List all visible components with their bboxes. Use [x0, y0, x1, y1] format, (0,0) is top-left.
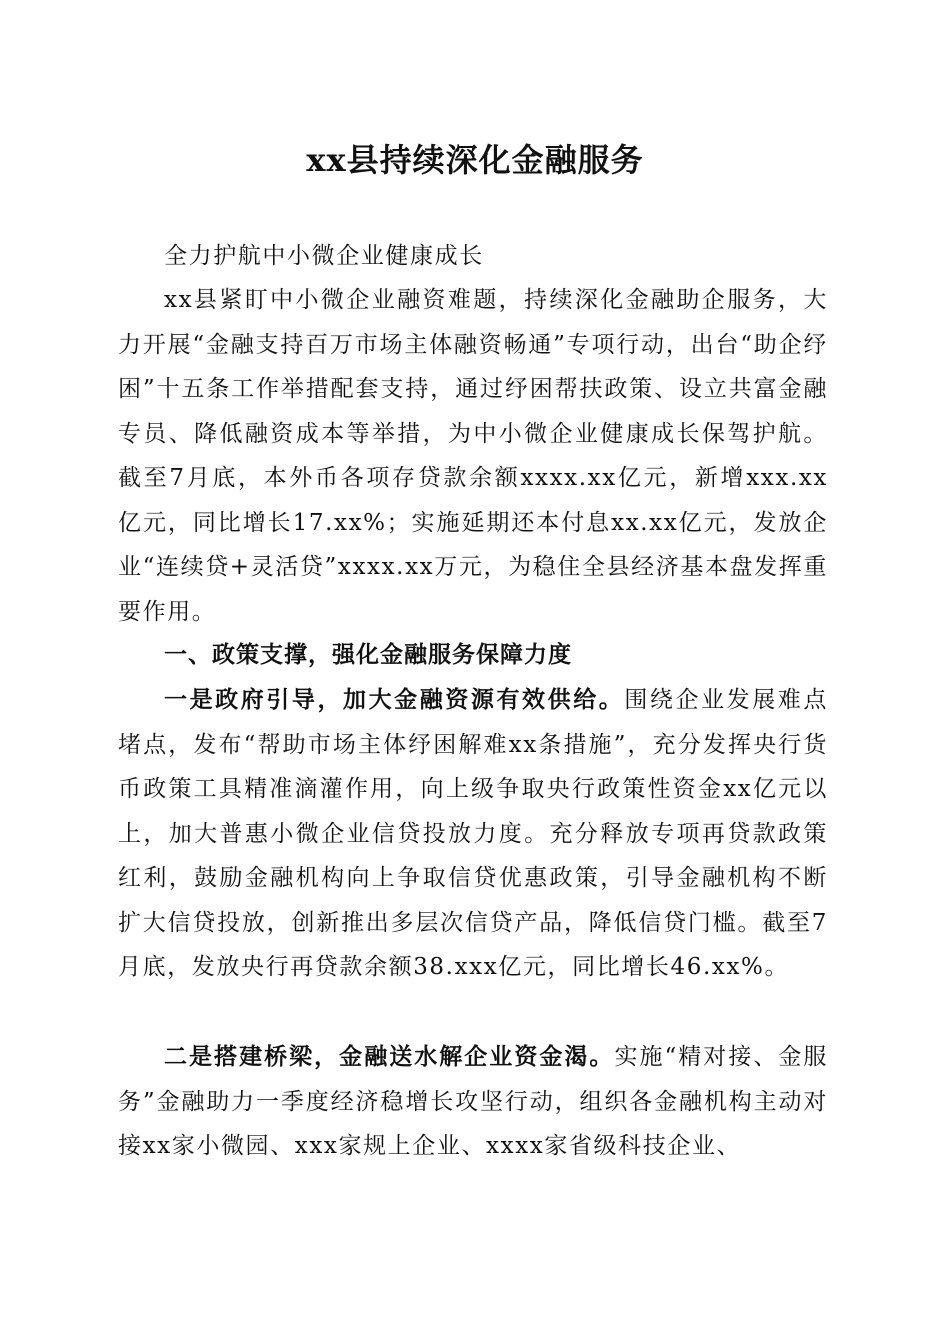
intro-paragraph: xx县紧盯中小微企业融资难题，持续深化金融助企服务，大力开展“金融支持百万市场主体融资畅通”专项行动，出台“助企纾困”十五条工作举措配套支持，通过纾困帮扶政策、设立共富金融专员、降低融资成本等举措，为中小微企业健康成长保驾护航。截至7月底，本外币各项存贷款余额xxxx.xx亿元，新增xxx.xx亿元，同比增长17.xx%；实施延期还本付息xx.xx亿元，发放企业“连续贷+灵活贷”xxxx.xx万元，为稳住全县经济基本盘发挥重要作用。: [118, 287, 828, 625]
section-heading-1: 一、政策支撑，强化金融服务保障力度: [164, 642, 572, 668]
document-title: xx县持续深化金融服务: [306, 141, 644, 179]
paragraph-1-body: 围绕企业发展难点堵点，发布“帮助市场主体纾困解难xx条措施”，充分发挥央行货币政策工具精准滴灌作用，向上级争取央行政策性资金xx亿元以上，加大普惠小微企业信贷投放力度。充分释放专项再贷款政策红利，鼓励金融机构向上争取信贷优惠政策，引导金融机构不断扩大信贷投放，创新推出多层次信贷产品，降低信贷门槛。截至7月底，发放央行再贷款余额38.xxx亿元，同比增长46.xx%。: [118, 687, 828, 980]
document-subtitle: 全力护航中小微企业健康成长: [164, 243, 484, 269]
paragraph-2: [118, 1035, 828, 1169]
paragraph-1-lead: 一是政府引导，加大金融资源有效供给。: [164, 686, 625, 713]
paragraph-2-body: 实施“精对接、金服务”金融助力一季度经济稳增长攻坚行动，组织各金融机构主动对接xx家小微园、xxx家规上企业、xxxx家省级科技企业、: [118, 1044, 828, 1159]
paragraph-1: [118, 678, 828, 990]
paragraph-2-lead: 二是搭建桥梁，金融送水解企业资金渴。: [164, 1043, 615, 1070]
